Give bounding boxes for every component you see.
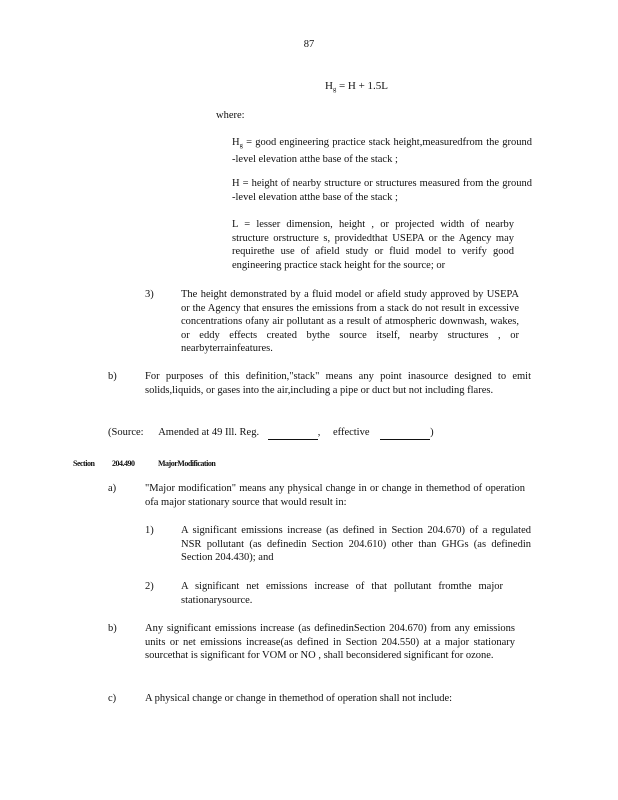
item-c-number: c): [108, 693, 117, 704]
definition-hg: $H_g$ = good engineering practice stack height,measuredfrom the ground -level elevation atthe base of the stack ;: [232, 137, 532, 165]
item-b1-number: b): [108, 371, 117, 382]
item-a2-text: A significant net emissions increase of that pollutant fromthe major stationarysource.: [181, 581, 503, 606]
item-3-text: The height demonstrated by a fluid model or afield study approved by USEPA or the Agency that ensures the emissions from a stack do not result in excessive concentrations ofany air pollutant as a result of atmospheric downwash, wakes, or eddy effects created bythe source itself, nearby structures , or nearbyterrainfeatures.: [181, 289, 519, 354]
item-b2-number: b): [108, 623, 117, 634]
item-a-text: "Major modification" means any physical change in or change in themethod of operation ofa major stationary source that would result in:: [145, 483, 525, 508]
item-3-number: 3): [145, 289, 154, 300]
definition-h: H = height of nearby structure or structures measured from the ground -level elevation atthe base of the stack ;: [232, 178, 532, 203]
page-number: 87: [303, 39, 315, 50]
item-b1-text: For purposes of this definition,"stack" means any point inasource designed to emit solids,liquids, or gases into the air,including a pipe or duct but not including flares.: [145, 371, 531, 396]
formula: $H_g = H + 1.5L$: [325, 80, 389, 93]
source-note: (Source: Amended at 49 Ill. Reg. , effective ): [108, 427, 434, 438]
section-number: 204.490: [112, 459, 135, 468]
item-a1-text: A significant emissions increase (as defined in Section 204.670) of a regulated NSR pollutant (as definedin Section 204.610) other than GHGs (as definedin Section 204.430); and: [181, 525, 531, 563]
definition-l: L = lesser dimension, height , or projected width of nearby structure orstructure s, providedthat USEPA or the Agency may requirethe use of afield study or fluid model to verify good engineering practice stack height for the source; or: [232, 219, 514, 271]
section-title: MajorModification: [158, 459, 216, 468]
item-b2-text: Any significant emissions increase (as definedinSection 204.670) from any emissions units or net emissions increase(as defined in Section 204.550) at a major stationary sourcethat is significant for VOM or NO , shall beconsidered significant for ozone.: [145, 623, 515, 661]
effective-blank: [380, 430, 430, 440]
item-a-number: a): [108, 483, 117, 494]
item-a1-number: 1): [145, 525, 154, 536]
section-label: Section: [73, 459, 95, 468]
where-label: where:: [216, 110, 245, 121]
item-c-text: A physical change or change in themethod of operation shall not include:: [145, 693, 453, 704]
amended-blank: [268, 430, 318, 440]
item-a2-number: 2): [145, 581, 154, 592]
